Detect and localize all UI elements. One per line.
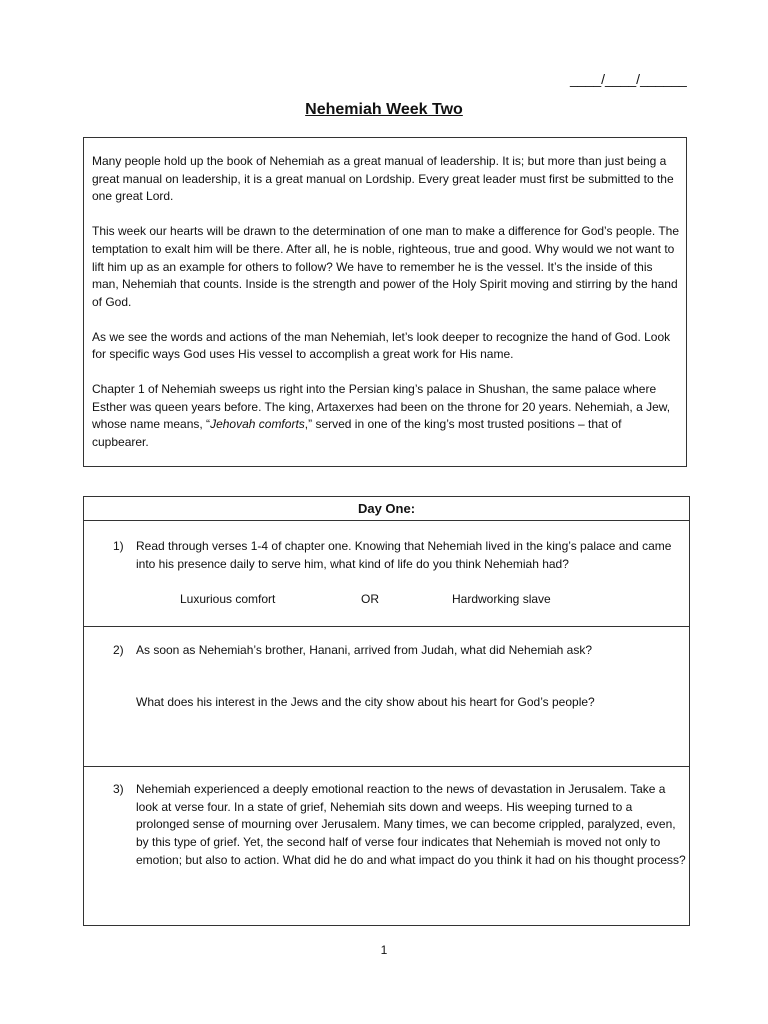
question-text: As soon as Nehemiah’s brother, Hanani, arrived from Judah, what did Nehemiah ask? — [136, 643, 593, 657]
page-title: Nehemiah Week Two — [305, 101, 463, 118]
question-text: Nehemiah experienced a deeply emotional reaction to the news of devastation in Jerusalem. Take a look at verse four. In a state of grief, Nehemiah sits down and weeps. His weeping turned to a prolonged sense of mourning over Jerusalem. Many times, we can become crippled, paralyzed, even, by this type of grief. Yet, the second half of verse four indicates that Nehemiah is moved not only to emotion; but also to action. What did he do and what impact do you think it had on his thought process? — [136, 782, 686, 867]
date-line: ____/____/______ — [570, 71, 687, 87]
question-3 — [84, 767, 689, 925]
question-number: 1) — [113, 539, 124, 553]
question-text: Read through verses 1-4 of chapter one. Knowing that Nehemiah lived in the king’s palace and came into his presence daily to serve him, what kind of life do you think Nehemiah had? — [136, 539, 672, 571]
question-number: 2) — [113, 643, 124, 657]
question-2 — [84, 627, 689, 767]
choice-or: OR — [361, 592, 379, 606]
day-one-header: Day One: — [84, 497, 689, 521]
question-followup: What does his interest in the Jews and the city show about his heart for God’s people? — [136, 695, 595, 709]
intro-paragraph — [92, 381, 679, 452]
day-one-box — [83, 496, 690, 926]
page-number: 1 — [380, 943, 388, 957]
intro-paragraph: Many people hold up the book of Nehemiah as a great manual of leadership. It is; but more than just being a great manual on leadership, it is a great manual on Lordship. Every great leader must first be submitted to the one great Lord. — [92, 154, 674, 204]
intro-paragraph: This week our hearts will be drawn to the determination of one man to make a difference for God’s people. The temptation to exalt him will be there. After all, he is noble, righteous, true and good. Why would we not want to lift him up as an example for others to follow? We have to remember he is the vessel. It’s the inside of this man, Nehemiah that counts. Inside is the strength and power of the Holy Spirit moving and stirring by the hand of God. — [92, 224, 679, 309]
intro-paragraph: As we see the words and actions of the man Nehemiah, let’s look deeper to recognize the hand of God. Look for specific ways God uses His vessel to accomplish a great work for His name. — [92, 329, 671, 362]
choice-hardworking-slave: Hardworking slave — [452, 592, 551, 606]
name-meaning: Jehovah comforts — [210, 417, 305, 432]
intro-text: Chapter 1 of Nehemiah sweeps us right into the Persian king’s palace in Shushan, the same palace where Esther was queen years before. The king, Artaxerxes had been on the throne for 20 years. Nehemiah, a Jew, whose name means, “ — [92, 382, 671, 432]
question-number: 3) — [113, 782, 124, 796]
choice-luxurious-comfort: Luxurious comfort — [180, 592, 276, 606]
intro-box — [83, 137, 687, 467]
question-1 — [84, 521, 689, 627]
intro-text: ,” served in one of the king’s most trusted positions – that of cupbearer. — [92, 417, 622, 450]
